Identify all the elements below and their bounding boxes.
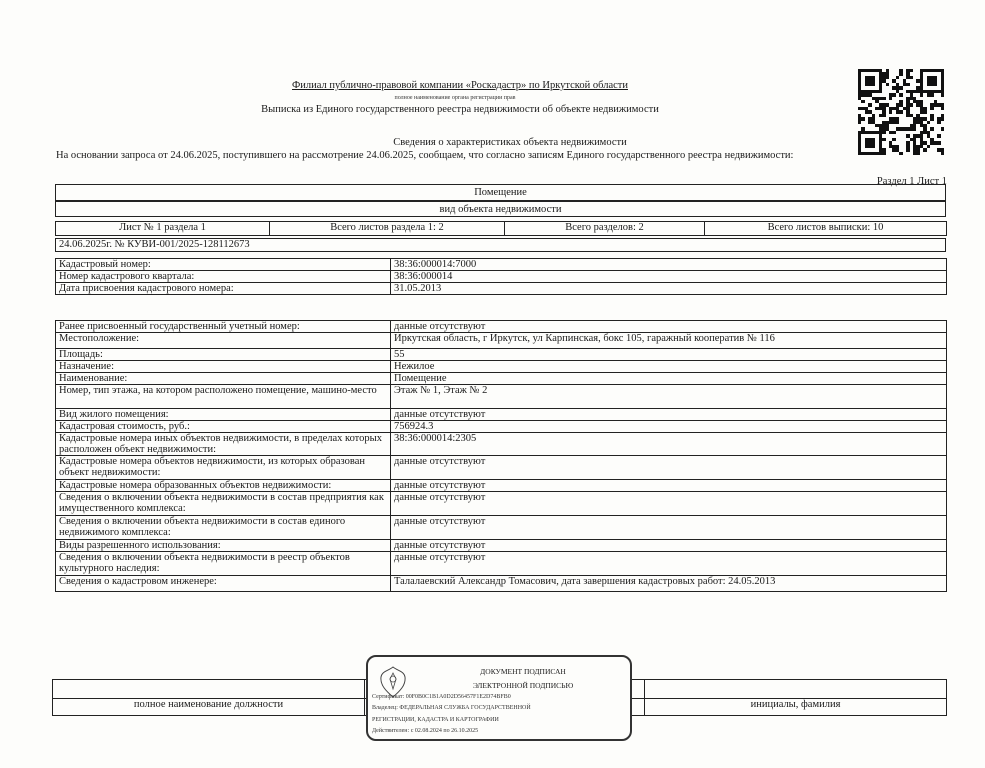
object-type-caption: вид объекта недвижимости xyxy=(55,201,946,217)
table-row xyxy=(56,271,947,283)
organization-name: Филиал публично-правовой компании «Роскадастр» по Иркутской области xyxy=(292,80,628,91)
organization-caption: полное наименование органа регистрации прав xyxy=(394,95,516,101)
row-value: данные отсутствуют xyxy=(391,492,947,516)
row-label: Дата присвоения кадастрового номера: xyxy=(56,283,391,295)
table-row xyxy=(56,349,947,361)
extract-number: 24.06.2025г. № КУВИ-001/2025-128112673 xyxy=(56,239,946,252)
row-label: Кадастровые номера объектов недвижимости, из которых образован объект недвижимости: xyxy=(56,456,391,480)
row-value: данные отсутствуют xyxy=(391,409,947,421)
row-value: 38:36:000014:2305 xyxy=(391,433,947,456)
row-value: 55 xyxy=(391,349,947,361)
extract-number-row xyxy=(55,238,946,252)
row-value: данные отсутствуют xyxy=(391,552,947,576)
row-value: данные отсутствуют xyxy=(391,540,947,552)
row-label: Номер, тип этажа, на котором расположено помещение, машино-место xyxy=(56,385,391,409)
row-value: 756924.3 xyxy=(391,421,947,433)
row-value: данные отсутствуют xyxy=(391,321,947,333)
intro-text: На основании запроса от 24.06.2025, поступившего на рассмотрение 24.06.2025, сообщаем, что согласно записям Единого государственного реестра недвижимости: xyxy=(56,150,794,161)
stamp-certificate: Сертификат: 00F0B0C1B1A0D2D56457F1E2D74BFB0 xyxy=(372,694,511,700)
row-value: Этаж № 1, Этаж № 2 xyxy=(391,385,947,409)
row-label: Кадастровые номера иных объектов недвижимости, в пределах которых расположен объект недвижимости: xyxy=(56,433,391,456)
table-row xyxy=(56,480,947,492)
row-label: Кадастровый номер: xyxy=(56,259,391,271)
table-row xyxy=(56,283,947,295)
section-sheet-label: Раздел 1 Лист 1 xyxy=(876,176,947,187)
row-value: 38:36:000014:7000 xyxy=(391,259,947,271)
stamp-owner-2: РЕГИСТРАЦИИ, КАДАСТРА И КАРТОГРАФИИ xyxy=(372,717,499,723)
row-label: Сведения о включении объекта недвижимости в состав единого недвижимого комплекса: xyxy=(56,516,391,540)
row-label: Кадастровая стоимость, руб.: xyxy=(56,421,391,433)
table-row xyxy=(56,492,947,516)
table-row xyxy=(56,321,947,333)
section-title: Сведения о характеристиках объекта недвижимости xyxy=(393,137,627,148)
row-label: Ранее присвоенный государственный учетный номер: xyxy=(56,321,391,333)
row-value: Нежилое xyxy=(391,361,947,373)
table-row xyxy=(56,540,947,552)
basic-info-table xyxy=(55,258,947,295)
table-row xyxy=(56,421,947,433)
stamp-validity: Действителен: с 02.08.2024 по 26.10.2025 xyxy=(372,728,479,734)
table-row xyxy=(56,456,947,480)
row-value: данные отсутствуют xyxy=(391,480,947,492)
table-row xyxy=(56,433,947,456)
sheets-row xyxy=(55,221,947,236)
characteristics-table xyxy=(55,320,947,592)
stamp-title-1: ДОКУМЕНТ ПОДПИСАН xyxy=(480,667,566,676)
total-sections: Всего разделов: 2 xyxy=(505,222,705,236)
qr-code xyxy=(858,69,944,155)
row-label: Сведения о кадастровом инженере: xyxy=(56,576,391,592)
table-row xyxy=(56,361,947,373)
row-value: данные отсутствуют xyxy=(391,516,947,540)
row-value: Талалаевский Александр Томасович, дата завершения кадастровых работ: 24.05.2013 xyxy=(391,576,947,592)
stamp-owner-1: Владелец: ФЕДЕРАЛЬНАЯ СЛУЖБА ГОСУДАРСТВЕННОЙ xyxy=(372,705,531,711)
row-label: Сведения о включении объекта недвижимости в реестр объектов культурного наследия: xyxy=(56,552,391,576)
row-label: Площадь: xyxy=(56,349,391,361)
row-label: Вид жилого помещения: xyxy=(56,409,391,421)
row-label: Кадастровые номера образованных объектов недвижимости: xyxy=(56,480,391,492)
table-row xyxy=(56,259,947,271)
row-value: Помещение xyxy=(391,373,947,385)
table-row xyxy=(56,409,947,421)
table-row xyxy=(56,516,947,540)
row-label: Местоположение: xyxy=(56,333,391,349)
table-row xyxy=(56,333,947,349)
electronic-signature-stamp xyxy=(366,655,632,741)
row-value: 38:36:000014 xyxy=(391,271,947,283)
position-caption: полное наименование должности xyxy=(53,699,365,716)
stamp-title-2: ЭЛЕКТРОННОЙ ПОДПИСЬЮ xyxy=(472,681,574,690)
row-label: Виды разрешенного использования: xyxy=(56,540,391,552)
table-row xyxy=(56,552,947,576)
total-sheets: Всего листов выписки: 10 xyxy=(705,222,947,236)
row-label: Сведения о включении объекта недвижимости в состав предприятия как имущественного комплекса: xyxy=(56,492,391,516)
total-sheets-section: Всего листов раздела 1: 2 xyxy=(270,222,505,236)
row-label: Наименование: xyxy=(56,373,391,385)
table-row xyxy=(56,373,947,385)
table-row xyxy=(56,576,947,592)
row-label: Номер кадастрового квартала: xyxy=(56,271,391,283)
object-type: Помещение xyxy=(55,184,946,201)
table-row xyxy=(56,385,947,409)
sheet-number: Лист № 1 раздела 1 xyxy=(56,222,270,236)
name-caption: инициалы, фамилия xyxy=(645,699,947,716)
row-value: 31.05.2013 xyxy=(391,283,947,295)
row-label: Назначение: xyxy=(56,361,391,373)
row-value: Иркутская область, г Иркутск, ул Карпинская, бокс 105, гаражный кооператив № 116 xyxy=(391,333,947,349)
document-title: Выписка из Единого государственного реестра недвижимости об объекте недвижимости xyxy=(261,104,659,115)
row-value: данные отсутствуют xyxy=(391,456,947,480)
